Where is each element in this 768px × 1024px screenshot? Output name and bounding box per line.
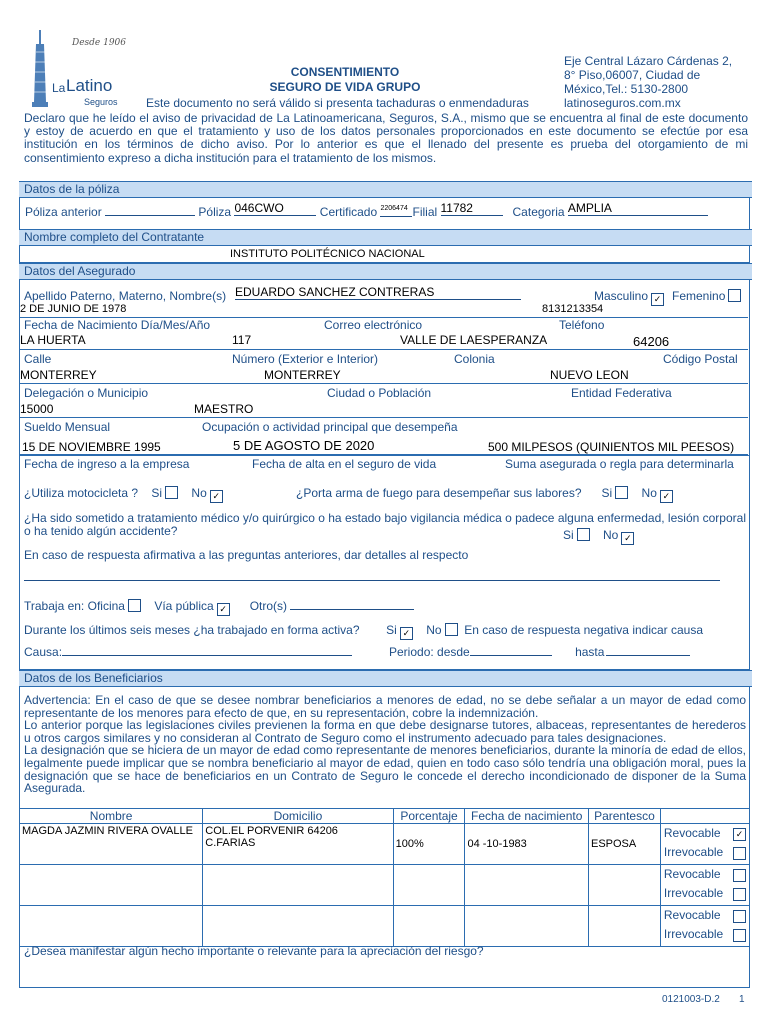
active-question <box>24 623 703 640</box>
revocable-checkbox[interactable]: ✓ <box>733 828 746 841</box>
table-row[interactable] <box>20 906 750 947</box>
hire-date-field[interactable]: 15 DE NOVIEMBRE 1995 <box>22 440 161 454</box>
revocable-checkbox[interactable] <box>733 910 746 923</box>
moto-question-label: ¿Utiliza motocicleta ? <box>24 486 139 500</box>
salary-field[interactable]: 15000 <box>20 402 54 416</box>
number-label: Número (Exterior e Interior) <box>232 352 379 366</box>
irrevocable-checkbox[interactable] <box>733 929 746 942</box>
gun-question-label: ¿Porta arma de fuego para desempeñar sus labores? <box>296 486 582 500</box>
company-logo <box>22 22 142 112</box>
until-label: hasta <box>575 645 605 659</box>
period-row <box>389 644 690 659</box>
beneficiary-percent[interactable] <box>393 906 465 947</box>
colony-field[interactable]: VALLE DE LAESPERANZA <box>400 333 548 347</box>
beneficiary-warning <box>24 694 746 795</box>
revocable-option[interactable] <box>664 906 746 925</box>
revocable-label: Revocable <box>663 908 721 922</box>
logo-name: Latino <box>66 76 113 95</box>
revocable-checkbox[interactable] <box>733 869 746 882</box>
other-field[interactable] <box>290 598 414 610</box>
beneficiary-percent[interactable]: 100% <box>393 824 465 865</box>
certificate-label: Certificado <box>319 205 378 219</box>
revocability <box>660 906 749 947</box>
table-row[interactable] <box>20 824 750 865</box>
form-title: CONSENTIMIENTO <box>290 65 400 79</box>
certificate-field[interactable]: 2206474 <box>380 202 412 217</box>
table-row[interactable] <box>20 865 750 906</box>
revocable-option[interactable] <box>664 824 746 843</box>
beneficiary-birth[interactable]: 04 -10-1983 <box>465 824 589 865</box>
gun-question <box>296 486 673 503</box>
medical-yes-label: Si <box>563 528 574 542</box>
address-line-1: COL.EL PORVENIR 64206 <box>205 825 338 837</box>
phone-field[interactable]: 8131213354 <box>542 303 604 315</box>
relevant-fact-field[interactable] <box>22 960 746 986</box>
street-field[interactable]: LA HUERTA <box>20 333 86 347</box>
beneficiary-address[interactable] <box>203 824 393 865</box>
moto-no-checkbox[interactable]: ✓ <box>210 490 223 503</box>
irrevocable-label: Irrevocable <box>663 927 724 941</box>
name-label: Apellido Paterno, Materno, Nombre(s) <box>24 289 227 303</box>
public-label: Vía pública <box>154 599 214 613</box>
gender-female[interactable] <box>672 289 741 303</box>
salary-label: Sueldo Mensual <box>24 420 111 434</box>
phone-label: Teléfono <box>559 318 605 332</box>
beneficiary-name[interactable] <box>20 906 203 947</box>
sum-insured-label: Suma asegurada o regla para determinarla <box>505 457 734 471</box>
beneficiary-relation[interactable]: ESPOSA <box>588 824 660 865</box>
column-header: Parentesco <box>588 809 660 824</box>
irrevocable-label: Irrevocable <box>663 845 724 859</box>
contractor-name[interactable]: INSTITUTO POLITÉCNICO NACIONAL <box>230 248 425 260</box>
public-checkbox[interactable]: ✓ <box>217 603 230 616</box>
divider <box>19 383 748 384</box>
cause-row <box>24 644 352 659</box>
page-number: 1 <box>739 994 745 1005</box>
office-checkbox[interactable] <box>128 599 141 612</box>
category-field[interactable]: AMPLIA <box>568 201 708 216</box>
enroll-date-field[interactable]: 5 DE AGOSTO DE 2020 <box>233 438 375 453</box>
column-header: Porcentaje <box>393 809 465 824</box>
validity-notice: Este documento no será válido si presenta tachaduras o enmendaduras <box>146 96 529 110</box>
revocability <box>660 824 749 865</box>
beneficiary-relation[interactable] <box>588 865 660 906</box>
city-label: Ciudad o Población <box>327 386 432 400</box>
irrevocable-option[interactable] <box>664 843 746 862</box>
irrevocable-checkbox[interactable] <box>733 847 746 860</box>
previous-policy-field[interactable] <box>105 204 195 216</box>
column-header: Nombre <box>20 809 203 824</box>
occupation-label: Ocupación o actividad principal que desempeña <box>202 420 458 434</box>
period-to-field[interactable] <box>606 644 690 656</box>
privacy-declaration: Declaro que he leído el aviso de privacidad de La Latinoamericana, Seguros, S.A., mismo que se encuentra al final de este documento y estoy de acuerdo en que el tratamiento y uso de los datos personales proporcionados en este documento se efectúe por esa institución en los términos de dicho aviso. Por lo anterior es que el llenado del presente es prueba del otorgamiento de mi consentimiento expreso a dicha institución para el tratamiento de los mismos. <box>24 111 748 165</box>
medical-question: ¿Ha sido sometido a tratamiento médico y/o quirúrgico o ha estado bajo vigilancia médica o padece alguna enfermedad, lesión corporal o ha tenido algún accidente? <box>24 511 746 538</box>
birth-date-label: Fecha de Nacimiento Día/Mes/Año <box>24 318 211 332</box>
irrevocable-option[interactable] <box>664 884 746 903</box>
filial-label: Filial <box>412 205 438 219</box>
hire-date-label: Fecha de ingreso a la empresa <box>24 457 190 471</box>
beneficiary-address[interactable] <box>203 906 393 947</box>
municipality-field[interactable]: MONTERREY <box>20 368 97 382</box>
gun-no-label: No <box>641 486 657 500</box>
active-no-checkbox[interactable] <box>445 623 458 636</box>
gun-yes-label: Si <box>601 486 613 500</box>
active-yes-label: Si <box>386 623 397 637</box>
irrevocable-option[interactable] <box>664 925 746 944</box>
medical-answers <box>563 528 634 545</box>
address-line-2: C.FARIAS <box>205 837 256 849</box>
table-header <box>20 809 750 824</box>
website-link[interactable]: latinoseguros.com.mx <box>564 96 681 110</box>
medical-no-label: No <box>603 528 619 542</box>
section-beneficiaries: Datos de los Beneficiarios <box>19 670 752 687</box>
work-label: Trabaja en: <box>24 599 85 613</box>
cause-field[interactable] <box>62 644 352 656</box>
form-code: 0121003-D.2 <box>662 994 720 1005</box>
irrevocable-label: Irrevocable <box>663 886 724 900</box>
address-line-1: Eje Central Lázaro Cárdenas 2, <box>564 54 733 68</box>
revocable-label: Revocable <box>663 867 721 881</box>
sum-insured-field[interactable]: 500 MILPESOS (QUINIENTOS MIL PEESOS) <box>488 440 735 454</box>
beneficiaries-table <box>19 808 750 947</box>
logo-name-small: La <box>52 81 66 95</box>
details-field[interactable] <box>24 580 720 581</box>
section-policy: Datos de la póliza <box>19 181 752 198</box>
name-field[interactable]: EDUARDO SANCHEZ CONTRERAS <box>235 285 521 300</box>
work-location <box>24 598 414 616</box>
active-note: En caso de respuesta negativa indicar causa <box>464 623 704 637</box>
form-subtitle: SEGURO DE VIDA GRUPO <box>269 80 421 94</box>
previous-policy-label: Póliza anterior <box>25 205 102 219</box>
number-field[interactable]: 117 <box>232 333 252 347</box>
address-line-2: 8° Piso,06007, Ciudad de <box>564 68 701 82</box>
active-no-label: No <box>426 623 442 637</box>
moto-no-label: No <box>191 486 207 500</box>
column-header: Fecha de nacimiento <box>465 809 589 824</box>
zip-field[interactable]: 64206 <box>633 334 670 349</box>
logo-sub: Seguros <box>84 97 118 107</box>
moto-yes-label: Si <box>151 486 163 500</box>
female-checkbox[interactable] <box>728 289 741 302</box>
active-yes-checkbox[interactable]: ✓ <box>400 627 413 640</box>
beneficiary-relation[interactable] <box>588 906 660 947</box>
other-label: Otro(s) <box>249 599 288 613</box>
street-label: Calle <box>24 352 52 366</box>
relevant-fact-question: ¿Desea manifestar algún hecho importante o relevante para la apreciación del riesgo? <box>24 944 484 958</box>
municipality-label: Delegación o Municipio <box>24 386 149 400</box>
warning-paragraph-2: Lo anterior porque las legislaciones civiles previenen la forma en que debe designarse tutores, albaceas, representantes de herederos u otros cargos similares y no consideran al Contrato de Seguro como el instrumento adecuado para tales designaciones. <box>24 718 746 745</box>
medical-no-checkbox[interactable]: ✓ <box>621 532 634 545</box>
category-label: Categoria <box>512 205 565 219</box>
beneficiary-address[interactable] <box>203 865 393 906</box>
revocable-label: Revocable <box>663 826 721 840</box>
company-address <box>564 54 754 110</box>
section-contractor: Nombre completo del Contratante <box>19 229 752 246</box>
zip-label: Código Postal <box>663 352 738 366</box>
colony-label: Colonia <box>454 352 495 366</box>
divider <box>19 417 748 418</box>
beneficiary-birth[interactable] <box>465 865 589 906</box>
policy-row <box>25 201 747 223</box>
gun-yes-checkbox[interactable] <box>615 486 628 499</box>
period-from-field[interactable] <box>470 644 552 656</box>
office-label: Oficina <box>87 599 125 613</box>
gun-no-checkbox[interactable]: ✓ <box>660 490 673 503</box>
policy-field[interactable]: 046CWO <box>234 201 316 216</box>
enroll-date-label: Fecha de alta en el seguro de vida <box>252 457 437 471</box>
active-question-label: Durante los últimos seis meses ¿ha trabajado en forma activa? <box>24 623 360 637</box>
column-header: Domicilio <box>203 809 393 824</box>
revocability <box>660 865 749 906</box>
irrevocable-checkbox[interactable] <box>733 888 746 901</box>
state-label: Entidad Federativa <box>571 386 672 400</box>
warning-paragraph-1: Advertencia: En el caso de que se desee nombrar beneficiarios a menores de edad, no se debe señalar a un mayor de edad como representante de los menores para efecto de que, en su representación, cobre la indemnización. <box>24 693 746 720</box>
cause-label: Causa: <box>24 645 63 659</box>
state-field[interactable]: NUEVO LEON <box>550 368 629 382</box>
moto-question <box>24 486 223 503</box>
beneficiary-percent[interactable] <box>393 865 465 906</box>
warning-paragraph-3: La designación que se hiciera de un mayor de edad como representante de menores beneficiarios, durante la minoría de edad de ellos, legalmente puede implicar que se nombra beneficiario al mayor de edad, quien en todo caso sólo tendría una obligación moral, pues la designación que se hace de beneficiarios en un Contrato de Seguro le concede el derecho incondicionado de disponer de la Suma Asegurada. <box>24 743 746 796</box>
beneficiary-name[interactable] <box>20 865 203 906</box>
filial-field[interactable]: 11782 <box>441 201 503 216</box>
beneficiary-name[interactable]: MAGDA JAZMIN RIVERA OVALLE <box>20 824 203 865</box>
address-line-3: México,Tel.: 5130-2800 <box>564 82 689 96</box>
medical-yes-checkbox[interactable] <box>577 528 590 541</box>
male-checkbox[interactable]: ✓ <box>651 293 664 306</box>
revocable-option[interactable] <box>664 865 746 884</box>
moto-yes-checkbox[interactable] <box>165 486 178 499</box>
policy-label: Póliza <box>198 205 232 219</box>
gender-male[interactable] <box>594 289 664 306</box>
city-field[interactable]: MONTERREY <box>264 368 341 382</box>
birth-date-field[interactable]: 2 DE JUNIO DE 1978 <box>20 303 127 315</box>
section-insured: Datos del Asegurado <box>19 263 752 280</box>
beneficiary-birth[interactable] <box>465 906 589 947</box>
tower-icon <box>22 22 142 112</box>
period-label: Periodo: desde <box>389 645 470 659</box>
details-label: En caso de respuesta afirmativa a las preguntas anteriores, dar detalles al respecto <box>24 548 469 562</box>
female-label: Femenino <box>672 289 726 303</box>
divider <box>19 349 748 350</box>
logo-tagline: Desde 1906 <box>72 38 127 48</box>
occupation-field[interactable]: MAESTRO <box>194 402 254 416</box>
male-label: Masculino <box>594 289 649 303</box>
email-label: Correo electrónico <box>324 318 423 332</box>
